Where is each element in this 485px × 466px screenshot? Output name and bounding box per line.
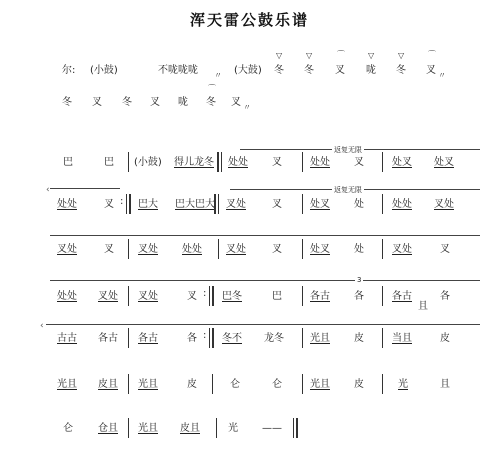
- score-cell: 叉处: [434, 199, 454, 210]
- barline: [382, 374, 383, 394]
- tick-mark: ‹: [40, 321, 44, 331]
- intro-note: 咙: [178, 97, 188, 108]
- accent-mark: ▽: [306, 51, 313, 60]
- score-cell: 皮: [440, 333, 450, 344]
- score-cell: 叉处: [138, 244, 158, 255]
- fermata-mark: ⌒: [428, 50, 436, 59]
- fermata-mark: ⌒: [208, 84, 216, 93]
- barline: [302, 286, 303, 306]
- intro-note: 冬: [396, 65, 406, 76]
- score-cell: 处叉: [434, 157, 454, 168]
- repeat-label: 返复无限: [334, 146, 362, 154]
- score-cell: 巴: [272, 291, 282, 302]
- accent-mark: ▽: [276, 51, 283, 60]
- repeat-start-barline: [217, 152, 219, 172]
- score-cell: 皮: [354, 379, 364, 390]
- score-cell: 叉处: [392, 244, 412, 255]
- score-cell: 古古: [57, 333, 77, 344]
- barline: [302, 328, 303, 348]
- barline: [382, 239, 383, 259]
- roll-mark: 〃: [438, 71, 446, 80]
- score-cell: 仑: [230, 379, 240, 390]
- score-cell: 处: [354, 199, 364, 210]
- repeat-start-barline: [221, 152, 222, 172]
- score-cell: 皮且: [98, 379, 118, 390]
- score-cell: 各古: [310, 291, 330, 302]
- barline: [302, 194, 303, 214]
- score-cell: 且: [440, 379, 450, 390]
- repeat-dots: :: [203, 330, 207, 341]
- score-cell: 处处: [57, 199, 77, 210]
- barline: [128, 239, 129, 259]
- barline: [212, 374, 213, 394]
- barline: [382, 286, 383, 306]
- barline: [218, 239, 219, 259]
- barline: [128, 152, 129, 172]
- repeat-end-barline: [129, 194, 131, 214]
- score-cell: 光且: [310, 333, 330, 344]
- score-cell: 巴大: [138, 199, 158, 210]
- barline: [302, 152, 303, 172]
- intro-note: 咙: [366, 65, 376, 76]
- intro-big-drum: (大鼓): [234, 65, 262, 76]
- page-title: 浑天雷公鼓乐谱: [190, 11, 310, 29]
- final-barline: [296, 418, 298, 438]
- score-cell: 叉: [440, 244, 450, 255]
- intro-note: 冬: [304, 65, 314, 76]
- repeat-end-barline: [212, 286, 214, 306]
- score-cell: (小鼓): [134, 157, 162, 168]
- score-cell: 叉: [187, 291, 197, 302]
- staff-line: [50, 235, 480, 236]
- score-cell: 当且: [392, 333, 412, 344]
- repeat-end-barline: [209, 328, 210, 348]
- score-cell: 处处: [392, 199, 412, 210]
- score-cell: 各: [440, 291, 450, 302]
- intro-note: 叉: [426, 65, 436, 76]
- intro-roll: 不咙咙咙: [158, 65, 198, 76]
- score-cell: 皮且: [180, 423, 200, 434]
- score-cell: 叉: [354, 157, 364, 168]
- barline: [128, 328, 129, 348]
- score-cell: 仓且: [98, 423, 118, 434]
- intro-note: 叉: [92, 97, 102, 108]
- score-cell: 各: [187, 333, 197, 344]
- repeat-start-barline: [214, 194, 216, 214]
- final-barline: [293, 418, 294, 438]
- score-cell: 各古: [392, 291, 412, 302]
- barline: [128, 418, 129, 438]
- score-cell: 叉: [272, 199, 282, 210]
- repeat-start-barline: [218, 194, 219, 214]
- score-cell: 处处: [182, 244, 202, 255]
- score-cell: 巴冬: [222, 291, 242, 302]
- score-cell: ——: [262, 423, 282, 434]
- barline: [302, 374, 303, 394]
- fermata-mark: ⌒: [337, 50, 345, 59]
- intro-prefix: 尔:: [62, 65, 76, 76]
- score-cell: 叉处: [226, 244, 246, 255]
- score-cell: 叉: [104, 244, 114, 255]
- barline: [128, 374, 129, 394]
- accent-mark: ▽: [398, 51, 405, 60]
- score-cell: 各古: [138, 333, 158, 344]
- score-cell: 叉处: [57, 244, 77, 255]
- score-cell: 光且: [138, 423, 158, 434]
- barline: [302, 239, 303, 259]
- repeat-end-barline: [209, 286, 210, 306]
- score-cell: 处处: [310, 157, 330, 168]
- staff-line: [46, 324, 480, 325]
- score-cell: 仑: [272, 379, 282, 390]
- accent-mark: ▽: [368, 51, 375, 60]
- score-cell: 巴: [104, 157, 114, 168]
- score-cell: 巴大巴大: [175, 199, 215, 210]
- score-cell: 处叉: [310, 199, 330, 210]
- score-cell: 处处: [57, 291, 77, 302]
- repeat-label: 返复无限: [334, 186, 362, 194]
- barline: [216, 418, 217, 438]
- intro-note: 冬: [62, 97, 72, 108]
- score-cell: 光: [228, 423, 238, 434]
- barline: [128, 286, 129, 306]
- score-cell: 处: [354, 244, 364, 255]
- score-cell: 叉: [104, 199, 114, 210]
- score-cell: 处叉: [310, 244, 330, 255]
- barline: [382, 328, 383, 348]
- intro-note: 冬: [122, 97, 132, 108]
- score-cell: 龙冬: [264, 333, 284, 344]
- score-cell: 皮: [354, 333, 364, 344]
- score-cell: 叉: [272, 244, 282, 255]
- intro-note: 叉: [150, 97, 160, 108]
- score-cell: 处处: [228, 157, 248, 168]
- repeat-line: [50, 188, 120, 189]
- staff-line: [50, 280, 480, 281]
- repeat-dots: :: [120, 196, 124, 207]
- score-cell: 皮: [187, 379, 197, 390]
- score-cell: 巴: [63, 157, 73, 168]
- intro-note: 叉: [335, 65, 345, 76]
- roll-mark: 〃: [214, 71, 222, 80]
- barline: [382, 194, 383, 214]
- repeat-end-barline: [126, 194, 127, 214]
- roll-mark: 〃: [243, 103, 251, 112]
- score-cell: 仑: [63, 423, 73, 434]
- triplet-label: 3: [357, 276, 362, 284]
- score-cell: 叉处: [98, 291, 118, 302]
- score-cell: 得儿龙冬: [174, 157, 214, 168]
- intro-small-drum: (小鼓): [90, 65, 118, 76]
- tick-mark: ‹: [46, 185, 50, 195]
- score-cell: 冬不: [222, 333, 242, 344]
- score-cell: 光且: [57, 379, 77, 390]
- score-cell: 各古: [98, 333, 118, 344]
- score-cell: 光: [398, 379, 408, 390]
- repeat-dots: :: [203, 288, 207, 299]
- score-cell: 处叉: [392, 157, 412, 168]
- score-cell: 叉处: [138, 291, 158, 302]
- intro-note: 冬: [206, 97, 216, 108]
- barline: [382, 152, 383, 172]
- score-cell: 光且: [138, 379, 158, 390]
- score-cell: 叉处: [226, 199, 246, 210]
- repeat-end-barline: [212, 328, 214, 348]
- intro-note: 冬: [274, 65, 284, 76]
- score-cell: 叉: [272, 157, 282, 168]
- score-cell: 光且: [310, 379, 330, 390]
- intro-note: 叉: [231, 97, 241, 108]
- score-cell: 且: [418, 301, 428, 312]
- score-cell: 各: [354, 291, 364, 302]
